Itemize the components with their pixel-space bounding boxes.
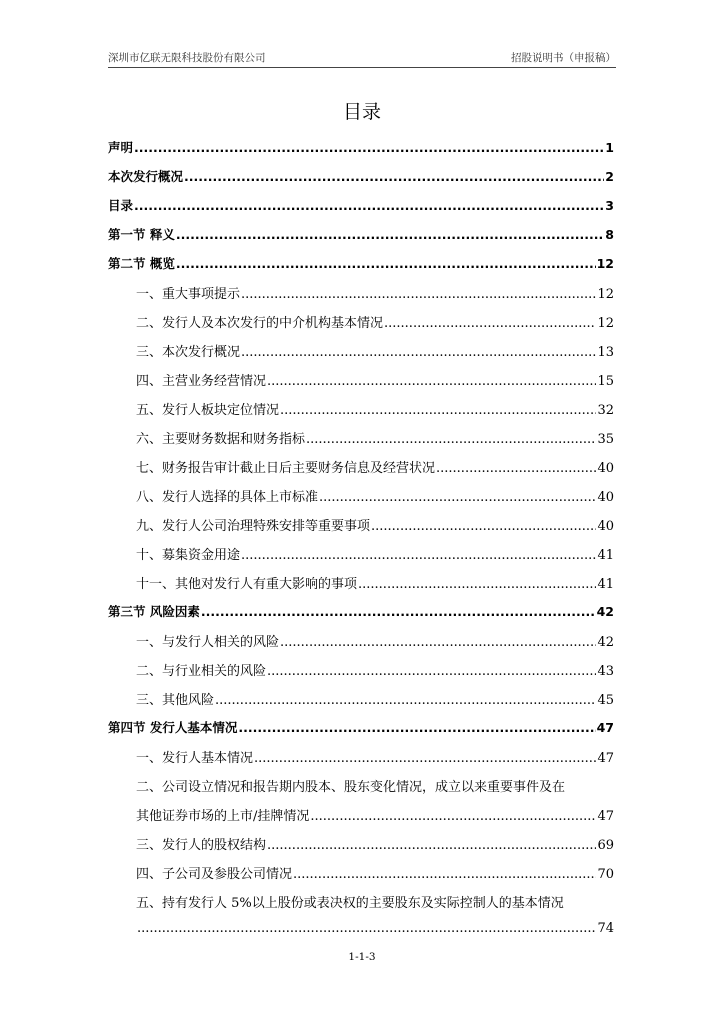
toc-entry[interactable] [108,486,614,515]
toc-entry[interactable] [108,718,614,747]
toc-entry-label: 九、发行人公司治理特殊安排等重要事项 [136,519,371,534]
toc-page-number: 42 [596,604,614,619]
toc-entry[interactable] [108,254,614,283]
toc-page-number: 47 [596,720,614,735]
toc-page-number: 35 [597,432,614,447]
toc-page-number: 47 [597,809,614,824]
toc-page-number: 12 [597,287,614,302]
toc-entry[interactable] [108,747,614,776]
toc-entry-label: 七、财务报告审计截止日后主要财务信息及经营状况 [136,461,436,476]
toc-entry[interactable] [108,370,614,399]
dot-leader [176,256,596,271]
dot-leader [384,316,596,331]
toc-entry[interactable] [108,341,614,370]
toc-entry[interactable] [108,225,614,254]
dot-leader [293,867,596,882]
toc-entry-label: 三、发行人的股权结构 [136,838,267,853]
toc-page-number: 32 [597,403,614,418]
toc-entry[interactable] [108,515,614,544]
page-number: 1-1-3 [348,951,376,963]
toc-page-number: 3 [605,198,614,213]
toc-entry[interactable] [108,602,614,631]
toc-entry[interactable] [108,834,614,863]
dot-leader [254,751,596,766]
toc-page-number: 69 [597,838,614,853]
dot-leader [238,720,595,735]
toc-entry-label: 三、本次发行概况 [136,345,241,360]
toc-page-number: 43 [597,664,614,679]
toc-entry-label: 第一节 释义 [108,227,175,242]
table-of-contents [108,138,614,950]
toc-entry-label: 目录 [108,198,134,213]
dot-leader [371,519,596,534]
toc-entry-label: 四、主营业务经营情况 [136,374,267,389]
dot-leader [280,635,596,650]
dot-leader [176,227,604,242]
dot-leader [310,809,596,824]
toc-entry[interactable] [108,805,614,834]
toc-entry-label: 八、发行人选择的具体上市标准 [136,490,319,505]
toc-entry-label: 十一、其他对发行人有重大影响的事项 [136,577,358,592]
toc-entry-label: 第二节 概览 [108,256,175,271]
toc-entry[interactable] [108,863,614,892]
toc-entry[interactable] [108,544,614,573]
dot-leader [184,169,604,184]
toc-entry-label: 五、发行人板块定位情况 [136,403,280,418]
toc-page-number: 8 [605,227,614,242]
toc-page-number: 12 [596,256,614,271]
toc-entry-label: 四、子公司及参股公司情况 [136,867,293,882]
toc-entry-label: 声明 [108,140,134,155]
header-company-name: 深圳市亿联无限科技股份有限公司 [108,52,266,64]
dot-leader [241,345,596,360]
toc-entry[interactable] [108,689,614,718]
dot-leader [134,140,604,155]
dot-leader [215,693,596,708]
toc-entry[interactable] [108,631,614,660]
toc-page-number: 40 [597,490,614,505]
toc-entry-line[interactable] [108,776,614,805]
dot-leader [267,838,596,853]
toc-entry-line[interactable] [108,892,614,921]
toc-entry-label: 一、发行人基本情况 [136,751,254,766]
toc-page-number: 70 [597,867,614,882]
toc-page-number: 12 [597,316,614,331]
toc-page-number: 40 [597,519,614,534]
toc-entry-label: 二、发行人及本次发行的中介机构基本情况 [136,316,384,331]
toc-entry[interactable] [108,660,614,689]
toc-entry-label: 一、重大事项提示 [136,287,241,302]
toc-entry-label: 二、公司设立情况和报告期内股本、股东变化情况，成立以来重要事件及在 [136,780,566,795]
toc-page-number: 74 [597,921,614,936]
toc-entry-label: 一、与发行人相关的风险 [136,635,280,650]
toc-entry[interactable] [108,573,614,602]
page-header [108,50,616,68]
toc-page-number: 41 [597,577,614,592]
header-document-type: 招股说明书（申报稿） [511,52,616,64]
dot-leader [280,403,596,418]
dot-leader [358,577,596,592]
toc-page-number: 40 [597,461,614,476]
toc-entry-label: 三、其他风险 [136,693,215,708]
toc-entry[interactable] [108,167,614,196]
toc-entry[interactable] [108,138,614,167]
toc-entry[interactable] [108,196,614,225]
dot-leader [134,198,604,213]
dot-leader [267,374,596,389]
dot-leader [137,921,596,936]
toc-page-number: 47 [597,751,614,766]
dot-leader [201,604,596,619]
dot-leader [241,548,596,563]
dot-leader [436,461,596,476]
toc-page-number: 13 [597,345,614,360]
toc-entry[interactable] [108,312,614,341]
toc-entry[interactable] [108,399,614,428]
toc-entry-label: 十、募集资金用途 [136,548,241,563]
toc-entry[interactable] [108,283,614,312]
dot-leader [306,432,596,447]
toc-page-number: 2 [605,169,614,184]
toc-page-number: 42 [597,635,614,650]
toc-entry[interactable] [108,457,614,486]
toc-entry-label: 二、与行业相关的风险 [136,664,267,679]
toc-page-number: 1 [605,140,614,155]
toc-entry-label: 第三节 风险因素 [108,604,200,619]
page-title: 目录 [342,101,381,123]
toc-entry[interactable] [108,921,614,950]
toc-page-number: 45 [597,693,614,708]
toc-entry[interactable] [108,428,614,457]
toc-entry-label: 本次发行概况 [108,169,184,184]
toc-entry-label: 第四节 发行人基本情况 [108,720,238,735]
dot-leader [241,287,596,302]
toc-entry-label: 六、主要财务数据和财务指标 [136,432,306,447]
dot-leader [319,490,596,505]
toc-entry-label-continued: 其他证券市场的上市/挂牌情况 [136,809,310,824]
header-divider [108,67,616,68]
toc-page-number: 41 [597,548,614,563]
dot-leader [267,664,596,679]
toc-page-number: 15 [597,374,614,389]
toc-entry-label: 五、持有发行人 5%以上股份或表决权的主要股东及实际控制人的基本情况 [136,896,564,911]
